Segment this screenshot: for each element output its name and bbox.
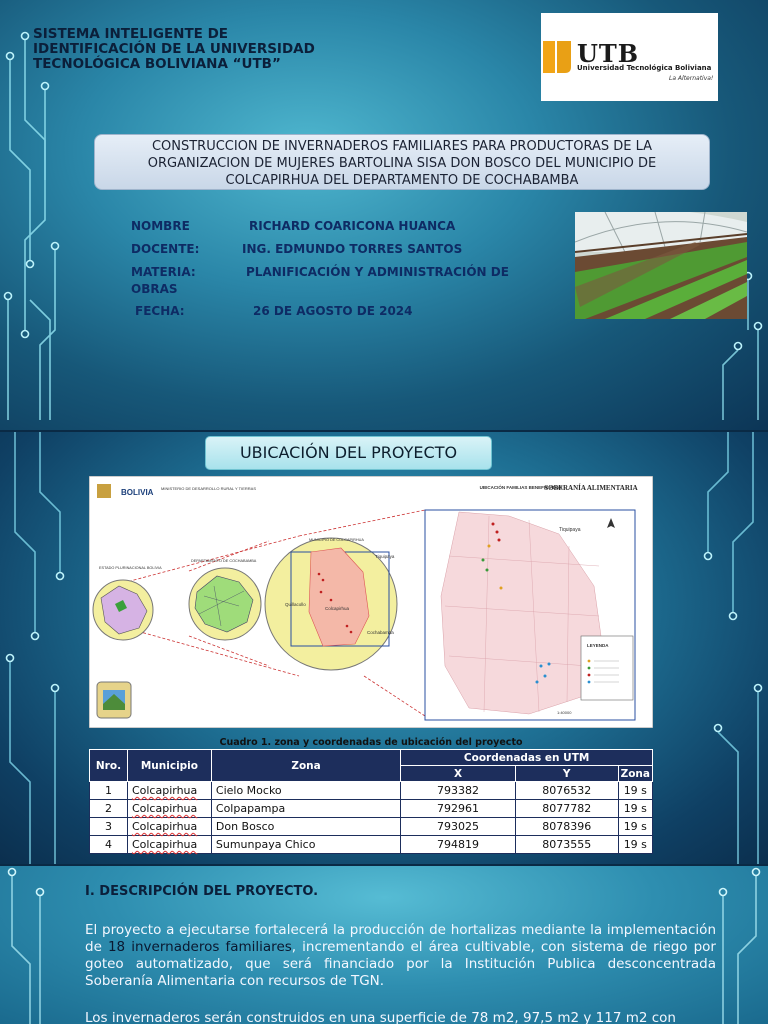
cell-zona-utm: 19 s (618, 800, 652, 818)
cell-y: 8077782 (515, 800, 618, 818)
cell-y: 8073555 (515, 836, 618, 854)
location-title: UBICACIÓN DEL PROYECTO (205, 436, 492, 470)
cell-zona-utm: 19 s (618, 818, 652, 836)
circuit-decoration-right (688, 432, 768, 864)
map-legend-title: LEYENDA (587, 643, 609, 648)
project-title-line: CONSTRUCCION DE INVERNADEROS FAMILIARES PARA PRODUCTORAS DE LA (151, 139, 653, 154)
circuit-decoration-left (0, 866, 70, 1024)
table-row (90, 782, 653, 800)
cell-zona-utm: 19 s (618, 782, 652, 800)
cell-municipio: Colcapirhua (127, 836, 211, 854)
cell-zona: Cielo Mocko (211, 782, 400, 800)
utb-logo (541, 13, 718, 101)
fecha-label: FECHA: (135, 304, 185, 318)
section-heading: I. DESCRIPCIÓN DEL PROYECTO. (85, 884, 319, 899)
cell-nro: 4 (90, 836, 128, 854)
project-title-line: ORGANIZACION DE MUJERES BARTOLINA SISA DON BOSCO DEL MUNICIPIO DE (147, 156, 657, 171)
fecha-value: 26 DE AGOSTO DE 2024 (253, 304, 413, 318)
cell-x: 793025 (401, 818, 516, 836)
cell-zona-utm: 19 s (618, 836, 652, 854)
map-country: BOLIVIA (121, 488, 154, 497)
docente-value: ING. EDMUNDO TORRES SANTOS (242, 242, 463, 256)
map-title: UBICACIÓN FAMILIAS BENEFICIADAS (479, 485, 563, 490)
utm-coordinates-table (89, 749, 653, 854)
location-map (89, 476, 653, 728)
map-scale: 1:40000 (557, 710, 572, 715)
cell-nro: 2 (90, 800, 128, 818)
circuit-decoration-left (0, 432, 80, 864)
map-label-municipality: MUNICIPIO DE COLCAPIRHUA (309, 538, 364, 542)
map-label-department: DEPARTAMENTO DE COCHABAMBA (191, 559, 257, 563)
cell-zona: Sumunpaya Chico (211, 836, 400, 854)
map-label-quillacollo: Quillacollo (285, 602, 306, 607)
cell-nro: 3 (90, 818, 128, 836)
col-nro: Nro. (90, 750, 128, 782)
nombre-label: NOMBRE (131, 219, 190, 233)
paragraph-text: , incrementando el área cultivable, con sistema de riego por goteo automatizado, que será financiado por la Institución Publica desconcentrada Soberanía Alimentaria con recursos de TGN. (85, 939, 716, 989)
cell-municipio: Colcapirhua (127, 800, 211, 818)
paragraph-text: El proyecto a ejecutarse fortalecerá la producción de hortalizas mediante la implementación de (85, 922, 716, 955)
nombre-value: RICHARD COARICONA HUANCA (249, 219, 456, 233)
cell-nro: 1 (90, 782, 128, 800)
map-label-colcapirhua: Colcapirhua (325, 606, 350, 611)
materia-label: MATERIA: (131, 265, 196, 279)
utb-logo-brand: UTB (577, 39, 640, 68)
cell-municipio: Colcapirhua (127, 782, 211, 800)
highlight-greenhouses: 18 invernaderos familiares (107, 939, 292, 955)
cell-y: 8076532 (515, 782, 618, 800)
col-zona-utm: Zona (618, 766, 652, 782)
col-y: Y (515, 766, 618, 782)
col-zona: Zona (211, 750, 400, 782)
cell-zona: Don Bosco (211, 818, 400, 836)
project-title-line: COLCAPIRHUA DEL DEPARTAMENTO DE COCHABAMBA (225, 173, 579, 188)
docente-label: DOCENTE: (131, 242, 200, 256)
materia-value: PLANIFICACIÓN Y ADMINISTRACIÓN DE (246, 265, 509, 279)
col-x: X (401, 766, 516, 782)
system-title-line: IDENTIFICACIÓN DE LA UNIVERSIDAD (33, 41, 315, 57)
map-label-tiquipaya: Tiquipaya (375, 554, 395, 559)
map-brand: SOBERANÍA ALIMENTARIA (544, 484, 638, 492)
description-paragraph-2: Los invernaderos serán construidos en una superficie de 78 m2, 97,5 m2 y 117 m2 con (85, 1010, 676, 1024)
map-detail-label-tiquipaya: Tiquipaya (559, 527, 581, 533)
project-title-banner (94, 134, 710, 190)
cell-municipio: Colcapirhua (127, 818, 211, 836)
slide-location (0, 432, 768, 864)
greenhouse-photo (575, 212, 747, 319)
utb-logo-name: Universidad Tecnológica Boliviana (577, 64, 712, 72)
system-title-line: TECNOLÓGICA BOLIVIANA “UTB” (33, 56, 281, 72)
system-title-line: SISTEMA INTELIGENTE DE (33, 26, 229, 42)
cell-x: 793382 (401, 782, 516, 800)
utb-logo-slogan: La Alternativa! (669, 75, 714, 82)
col-coordenadas: Coordenadas en UTM (401, 750, 653, 766)
table-row (90, 836, 653, 854)
map-label-cochabamba: Cochabamba (367, 630, 394, 635)
cell-x: 792961 (401, 800, 516, 818)
col-municipio: Municipio (127, 750, 211, 782)
description-paragraph (85, 922, 716, 990)
cell-zona: Colpapampa (211, 800, 400, 818)
table-row (90, 818, 653, 836)
slide-description (0, 866, 768, 1024)
materia-value-cont: OBRAS (131, 282, 178, 296)
table-row (90, 800, 653, 818)
cell-y: 8078396 (515, 818, 618, 836)
cell-x: 794819 (401, 836, 516, 854)
table-caption: Cuadro 1. zona y coordenadas de ubicación del proyecto (219, 737, 523, 748)
map-label-bolivia: ESTADO PLURINACIONAL BOLIVIA (99, 566, 162, 570)
system-title (33, 27, 373, 72)
map-ministry: MINISTERIO DE DESARROLLO RURAL Y TIERRAS (161, 486, 256, 491)
slide-cover (0, 0, 768, 430)
